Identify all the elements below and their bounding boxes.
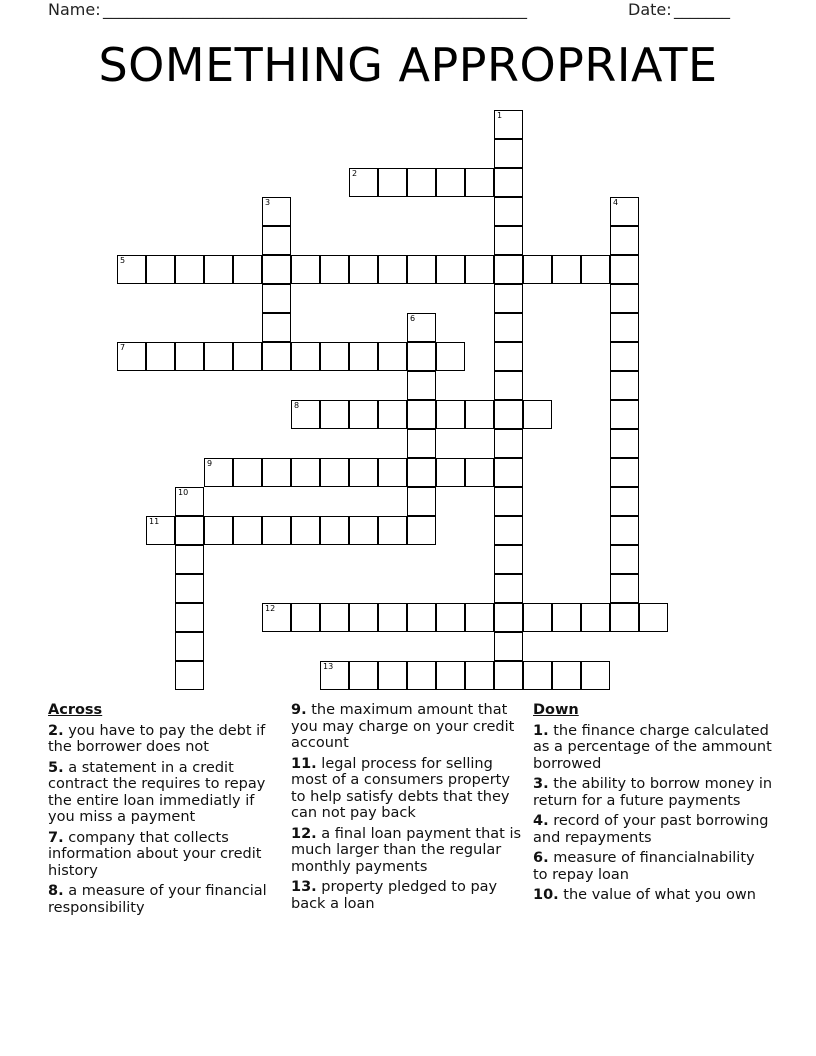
grid-cell[interactable]	[581, 255, 610, 284]
clue-across-12	[291, 826, 525, 876]
grid-cell[interactable]	[175, 342, 204, 371]
grid-cell[interactable]	[494, 168, 523, 197]
grid-cell[interactable]	[494, 429, 523, 458]
grid-cell[interactable]	[465, 661, 494, 690]
grid-cell[interactable]	[436, 458, 465, 487]
grid-cell[interactable]	[378, 458, 407, 487]
across-heading: Across	[48, 702, 103, 718]
grid-cell[interactable]	[407, 168, 436, 197]
grid-cell[interactable]	[610, 197, 639, 226]
grid-cell[interactable]	[494, 197, 523, 226]
grid-cell[interactable]	[378, 255, 407, 284]
clue-number: 3.	[533, 776, 549, 792]
grid-cell[interactable]	[610, 284, 639, 313]
clue-number: 5.	[48, 759, 64, 776]
grid-cell[interactable]	[262, 284, 291, 313]
grid-cell[interactable]	[204, 516, 233, 545]
grid-cell[interactable]	[175, 487, 204, 516]
grid-cell[interactable]	[320, 400, 349, 429]
grid-cell[interactable]	[407, 487, 436, 516]
grid-cell[interactable]	[465, 458, 494, 487]
grid-cell[interactable]	[610, 371, 639, 400]
grid-cell[interactable]	[378, 661, 407, 690]
clue-across-5	[48, 760, 280, 826]
cell-number: 1	[497, 111, 503, 120]
grid-cell[interactable]	[233, 342, 262, 371]
grid-cell[interactable]	[523, 661, 552, 690]
grid-cell[interactable]	[581, 603, 610, 632]
grid-cell[interactable]	[610, 458, 639, 487]
cell-number: 2	[352, 169, 358, 178]
name-label: Name:	[48, 0, 101, 19]
grid-cell[interactable]	[291, 603, 320, 632]
grid-cell[interactable]	[407, 313, 436, 342]
grid-cell[interactable]	[494, 371, 523, 400]
grid-cell[interactable]	[233, 516, 262, 545]
clue-down-1	[533, 723, 773, 773]
clue-text: the value of what you own	[563, 887, 756, 903]
grid-cell[interactable]	[349, 342, 378, 371]
clue-number: 10.	[533, 887, 559, 903]
clue-number: 11.	[291, 755, 317, 772]
grid-cell[interactable]	[262, 342, 291, 371]
grid-cell[interactable]	[204, 255, 233, 284]
clue-text: the ability to borrow money in return for a future payments	[533, 776, 773, 809]
cell-number: 13	[323, 662, 334, 671]
grid-cell[interactable]	[581, 661, 610, 690]
clue-across-8	[48, 883, 280, 916]
grid-cell[interactable]	[436, 168, 465, 197]
grid-cell[interactable]	[436, 603, 465, 632]
grid-cell[interactable]	[552, 603, 581, 632]
grid-cell[interactable]	[175, 574, 204, 603]
grid-cell[interactable]	[291, 458, 320, 487]
clue-number: 13.	[291, 879, 317, 895]
grid-cell[interactable]	[262, 458, 291, 487]
grid-cell[interactable]	[494, 284, 523, 313]
cell-number: 8	[294, 401, 300, 410]
clue-number: 2.	[48, 722, 64, 739]
grid-cell[interactable]	[291, 400, 320, 429]
clue-across-13	[291, 879, 525, 912]
grid-cell[interactable]	[349, 661, 378, 690]
grid-cell[interactable]	[407, 371, 436, 400]
grid-cell[interactable]	[262, 313, 291, 342]
clue-text: a statement in a credit contract the requires to repay the entire loan immediatly if you miss a payment	[48, 759, 266, 825]
clue-text: property pledged to pay back a loan	[291, 879, 498, 912]
grid-cell[interactable]	[349, 516, 378, 545]
clues-column-1	[48, 702, 280, 920]
clue-number: 6.	[533, 850, 549, 866]
grid-cell[interactable]	[465, 255, 494, 284]
grid-cell[interactable]	[610, 545, 639, 574]
grid-cell[interactable]	[494, 400, 523, 429]
grid-cell[interactable]	[175, 632, 204, 661]
clue-down-6	[533, 850, 773, 883]
grid-cell[interactable]	[494, 661, 523, 690]
clues-column-3	[533, 702, 773, 908]
grid-cell[interactable]	[407, 400, 436, 429]
grid-cell[interactable]	[494, 487, 523, 516]
grid-cell[interactable]	[610, 574, 639, 603]
grid-cell[interactable]	[378, 168, 407, 197]
grid-cell[interactable]	[552, 255, 581, 284]
grid-cell[interactable]	[465, 603, 494, 632]
page-title: SOMETHING APPROPRIATE	[98, 38, 718, 92]
grid-cell[interactable]	[262, 255, 291, 284]
grid-cell[interactable]	[262, 226, 291, 255]
grid-cell[interactable]	[320, 661, 349, 690]
grid-cell[interactable]	[378, 603, 407, 632]
clue-text: measure of financialnability to repay loan	[533, 850, 755, 883]
grid-cell[interactable]	[610, 342, 639, 371]
clue-down-10	[533, 887, 773, 904]
clue-text: record of your past borrowing and repayments	[533, 813, 769, 846]
clue-across-2	[48, 723, 280, 756]
clue-across-9	[291, 702, 525, 752]
grid-cell[interactable]	[610, 429, 639, 458]
grid-cell[interactable]	[320, 516, 349, 545]
clue-across-7	[48, 830, 280, 880]
cell-number: 5	[120, 256, 126, 265]
grid-cell[interactable]	[610, 255, 639, 284]
grid-cell[interactable]	[349, 168, 378, 197]
grid-cell[interactable]	[407, 603, 436, 632]
clue-number: 7.	[48, 829, 64, 846]
grid-cell[interactable]	[494, 603, 523, 632]
clue-down-3	[533, 776, 773, 809]
grid-cell[interactable]	[436, 661, 465, 690]
cell-number: 6	[410, 314, 416, 323]
clue-across-11	[291, 756, 525, 822]
cell-number: 9	[207, 459, 213, 468]
grid-cell[interactable]	[378, 516, 407, 545]
grid-cell[interactable]	[494, 139, 523, 168]
clue-number: 12.	[291, 825, 317, 842]
grid-cell[interactable]	[494, 516, 523, 545]
grid-cell[interactable]	[407, 661, 436, 690]
grid-cell[interactable]	[320, 458, 349, 487]
grid-cell[interactable]	[262, 603, 291, 632]
grid-cell[interactable]	[175, 545, 204, 574]
grid-cell[interactable]	[117, 342, 146, 371]
cell-number: 7	[120, 343, 126, 352]
clue-number: 4.	[533, 813, 549, 829]
clue-number: 9.	[291, 702, 307, 718]
clue-number: 1.	[533, 722, 549, 739]
grid-cell[interactable]	[494, 342, 523, 371]
clue-text: a measure of your financial responsibility	[48, 883, 267, 916]
grid-cell[interactable]	[494, 313, 523, 342]
grid-cell[interactable]	[465, 400, 494, 429]
grid-cell[interactable]	[523, 255, 552, 284]
grid-cell[interactable]	[378, 400, 407, 429]
grid-cell[interactable]	[436, 400, 465, 429]
grid-cell[interactable]	[233, 458, 262, 487]
grid-cell[interactable]	[610, 313, 639, 342]
grid-cell[interactable]	[494, 545, 523, 574]
grid-cell[interactable]	[407, 255, 436, 284]
grid-cell[interactable]	[494, 574, 523, 603]
grid-cell[interactable]	[523, 603, 552, 632]
clue-text: the finance charge calculated as a percentage of the ammount borrowed	[533, 722, 772, 772]
date-label: Date:	[628, 0, 672, 19]
cell-number: 10	[178, 488, 189, 497]
clue-number: 8.	[48, 883, 64, 899]
grid-cell[interactable]	[262, 516, 291, 545]
clue-text: a final loan payment that is much larger than the regular monthly payments	[291, 825, 522, 875]
clue-text: company that collects information about your credit history	[48, 829, 262, 879]
grid-cell[interactable]	[349, 255, 378, 284]
grid-cell[interactable]	[175, 661, 204, 690]
grid-cell[interactable]	[494, 255, 523, 284]
grid-cell[interactable]	[610, 226, 639, 255]
down-heading: Down	[533, 702, 579, 718]
grid-cell[interactable]	[494, 632, 523, 661]
date-field[interactable]: _______	[674, 0, 730, 19]
grid-cell[interactable]	[349, 603, 378, 632]
clue-text: you have to pay the debt if the borrower does not	[48, 722, 266, 755]
clue-text: the maximum amount that you may charge on your credit account	[291, 702, 515, 751]
grid-cell[interactable]	[494, 226, 523, 255]
cell-number: 12	[265, 604, 276, 613]
grid-cell[interactable]	[407, 342, 436, 371]
grid-cell[interactable]	[552, 661, 581, 690]
grid-cell[interactable]	[204, 458, 233, 487]
grid-cell[interactable]	[523, 400, 552, 429]
grid-cell[interactable]	[465, 168, 494, 197]
grid-cell[interactable]	[494, 110, 523, 139]
grid-cell[interactable]	[610, 603, 639, 632]
grid-cell[interactable]	[639, 603, 668, 632]
grid-cell[interactable]	[407, 458, 436, 487]
grid-cell[interactable]	[291, 255, 320, 284]
grid-cell[interactable]	[233, 255, 262, 284]
grid-cell[interactable]	[349, 400, 378, 429]
grid-cell[interactable]	[146, 255, 175, 284]
grid-cell[interactable]	[291, 342, 320, 371]
grid-cell[interactable]	[117, 255, 146, 284]
grid-cell[interactable]	[320, 255, 349, 284]
grid-cell[interactable]	[320, 603, 349, 632]
grid-cell[interactable]	[610, 487, 639, 516]
cell-number: 3	[265, 198, 271, 207]
clue-down-4	[533, 813, 773, 846]
grid-cell[interactable]	[378, 342, 407, 371]
name-field[interactable]: _____________________________________________________	[103, 0, 527, 19]
grid-cell[interactable]	[175, 255, 204, 284]
grid-cell[interactable]	[320, 342, 349, 371]
cell-number: 4	[613, 198, 619, 207]
grid-cell[interactable]	[291, 516, 320, 545]
grid-cell[interactable]	[610, 516, 639, 545]
clues-column-2	[291, 702, 525, 916]
cell-number: 11	[149, 517, 160, 526]
grid-cell[interactable]	[262, 197, 291, 226]
grid-cell[interactable]	[407, 516, 436, 545]
grid-cell[interactable]	[407, 429, 436, 458]
grid-cell[interactable]	[175, 603, 204, 632]
grid-cell[interactable]	[349, 458, 378, 487]
grid-cell[interactable]	[204, 342, 233, 371]
grid-cell[interactable]	[610, 400, 639, 429]
grid-cell[interactable]	[146, 342, 175, 371]
grid-cell[interactable]	[436, 255, 465, 284]
grid-cell[interactable]	[146, 516, 175, 545]
grid-cell[interactable]	[494, 458, 523, 487]
clue-text: legal process for selling most of a consumers property to help satisfy debts that they can not pay back	[291, 755, 510, 821]
grid-cell[interactable]	[175, 516, 204, 545]
grid-cell[interactable]	[436, 342, 465, 371]
